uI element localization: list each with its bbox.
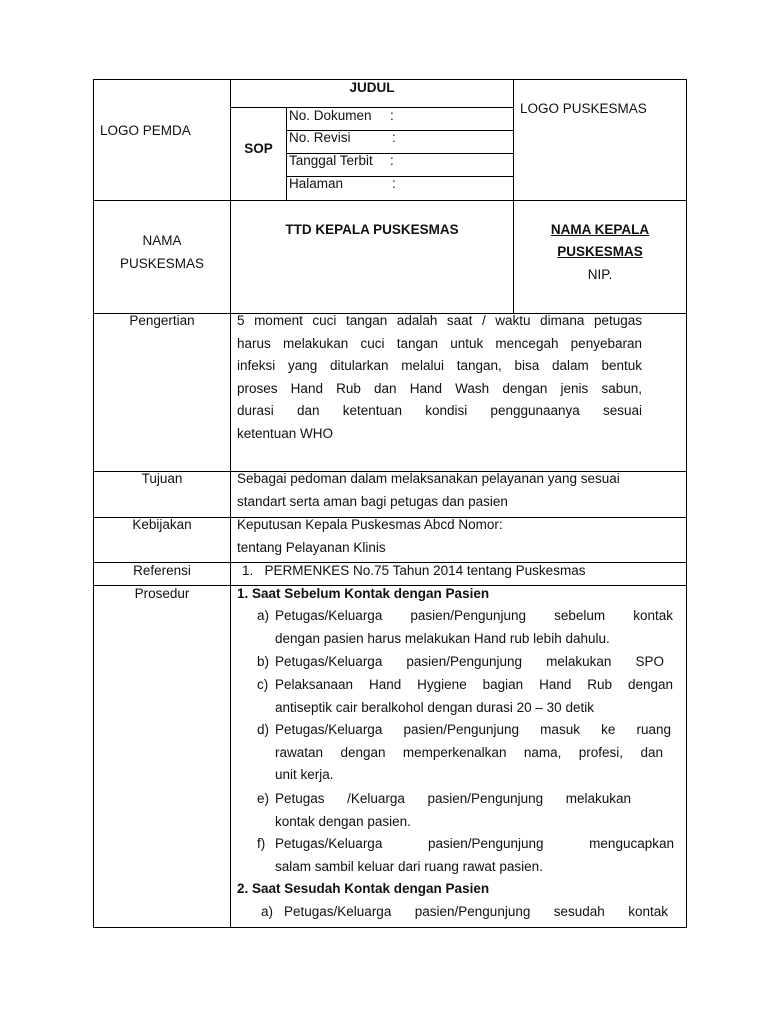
field-label-no-dokumen: No. Dokumen: [289, 108, 372, 123]
nama-puskesmas-line2: PUSKESMAS: [119, 256, 205, 271]
prosedur-item-line: Petugas/Keluarga pasien/Pengunjung masuk ke ruang: [275, 722, 671, 737]
referensi-text: 1. PERMENKES No.75 Tahun 2014 tentang Puskesmas: [242, 563, 586, 578]
pengertian-text: [237, 310, 642, 445]
field-sep-no-dokumen: :: [390, 108, 394, 123]
referensi-label: Referensi: [133, 563, 191, 578]
prosedur-item-line: Petugas/Keluarga pasien/Pengunjung sebelum kontak: [275, 608, 673, 623]
field-sep-halaman: :: [392, 176, 396, 191]
kebijakan-text: [237, 514, 503, 559]
prosedur-item-line: unit kerja.: [275, 767, 334, 782]
prosedur-item-a-text: [275, 605, 673, 650]
ttd-kepala-puskesmas: TTD KEPALA PUSKESMAS: [285, 222, 459, 237]
tujuan-text: [237, 468, 620, 513]
nama-kepala-line2: PUSKESMAS: [557, 244, 643, 259]
prosedur-item-b-text: [275, 651, 664, 674]
pengertian-line: proses Hand Rub dan Hand Wash dengan jenis sabun,: [237, 380, 642, 396]
field-label-halaman: Halaman: [289, 176, 344, 191]
prosedur-item-e-text: [275, 788, 631, 833]
prosedur-item-c-mark: c): [257, 677, 269, 692]
prosedur-label: Prosedur: [134, 586, 190, 601]
prosedur-item2-a-text: [284, 901, 668, 924]
pengertian-line: 5 moment cuci tangan adalah saat / waktu dimana petugas: [237, 313, 642, 328]
kebijakan-label: Kebijakan: [132, 517, 192, 532]
pengertian-line: harus melakukan cuci tangan untuk mencegah penyebaran: [237, 335, 642, 351]
field-label-no-revisi: No. Revisi: [289, 130, 351, 145]
prosedur-item-line: kontak dengan pasien.: [275, 813, 411, 829]
prosedur-item-b-mark: b): [257, 654, 270, 669]
pengertian-line: ketentuan WHO: [237, 425, 334, 441]
judul-title: JUDUL: [349, 80, 395, 95]
prosedur-item-line: rawatan dengan memperkenalkan nama, profesi, dan: [275, 744, 663, 760]
prosedur-heading-1: 1. Saat Sebelum Kontak dengan Pasien: [237, 586, 490, 601]
prosedur-item-f-text: [275, 833, 674, 878]
field-sep-no-revisi: :: [392, 130, 396, 145]
logo-puskesmas: LOGO PUSKESMAS: [520, 101, 647, 116]
prosedur-item-line: Petugas /Keluarga pasien/Pengunjung melakukan: [275, 791, 631, 806]
prosedur-item-line: antiseptik cair beralkohol dengan durasi 20 – 30 detik: [275, 699, 594, 715]
prosedur-item-line: salam sambil keluar dari ruang rawat pasien.: [275, 858, 543, 874]
prosedur-item-d-mark: d): [257, 722, 270, 737]
prosedur-item-line: dengan pasien harus melakukan Hand rub lebih dahulu.: [275, 630, 610, 646]
prosedur-item-a-mark: a): [257, 608, 270, 623]
prosedur-item-c-text: [275, 674, 673, 719]
logo-pemda: LOGO PEMDA: [100, 123, 191, 138]
tujuan-line: standart serta aman bagi petugas dan pasien: [237, 493, 508, 509]
prosedur-item-e-mark: e): [257, 791, 270, 806]
prosedur-item-f-mark: f): [257, 836, 266, 851]
field-sep-tanggal-terbit: :: [390, 153, 394, 168]
sop-label: SOP: [244, 141, 273, 156]
prosedur-item-line: Petugas/Keluarga pasien/Pengunjung mengucapkan: [275, 836, 674, 851]
pengertian-line: infeksi yang ditularkan melalui tangan, bisa dalam bentuk: [237, 358, 642, 373]
field-label-tanggal-terbit: Tanggal Terbit: [289, 153, 373, 168]
nama-puskesmas-line1: NAMA: [142, 233, 182, 248]
kebijakan-line: tentang Pelayanan Klinis: [237, 539, 386, 555]
tujuan-line: Sebagai pedoman dalam melaksanakan pelayanan yang sesuai: [237, 471, 620, 486]
tujuan-label: Tujuan: [141, 471, 183, 486]
ttd-cell: [230, 200, 514, 314]
pengertian-label: Pengertian: [129, 313, 195, 328]
nip-label: NIP.: [587, 267, 613, 282]
nama-kepala-line1: NAMA KEPALA: [550, 222, 650, 237]
prosedur-item-line: Petugas/Keluarga pasien/Pengunjung melakukan SPO: [275, 654, 664, 669]
prosedur-heading-2: 2. Saat Sesudah Kontak dengan Pasien: [237, 881, 490, 896]
prosedur-item-d-text: [275, 719, 671, 787]
pengertian-label-cell: [93, 313, 231, 472]
prosedur-item-line: Petugas/Keluarga pasien/Pengunjung sesudah kontak: [284, 904, 668, 919]
prosedur-label-cell: [93, 585, 231, 928]
prosedur-item-line: Pelaksanaan Hand Hygiene bagian Hand Rub dengan: [275, 677, 673, 692]
pengertian-line: durasi dan ketentuan kondisi penggunaanya sesuai: [237, 403, 642, 418]
prosedur-item2-a-mark: a): [261, 904, 274, 919]
kebijakan-line: Keputusan Kepala Puskesmas Abcd Nomor:: [237, 517, 503, 532]
